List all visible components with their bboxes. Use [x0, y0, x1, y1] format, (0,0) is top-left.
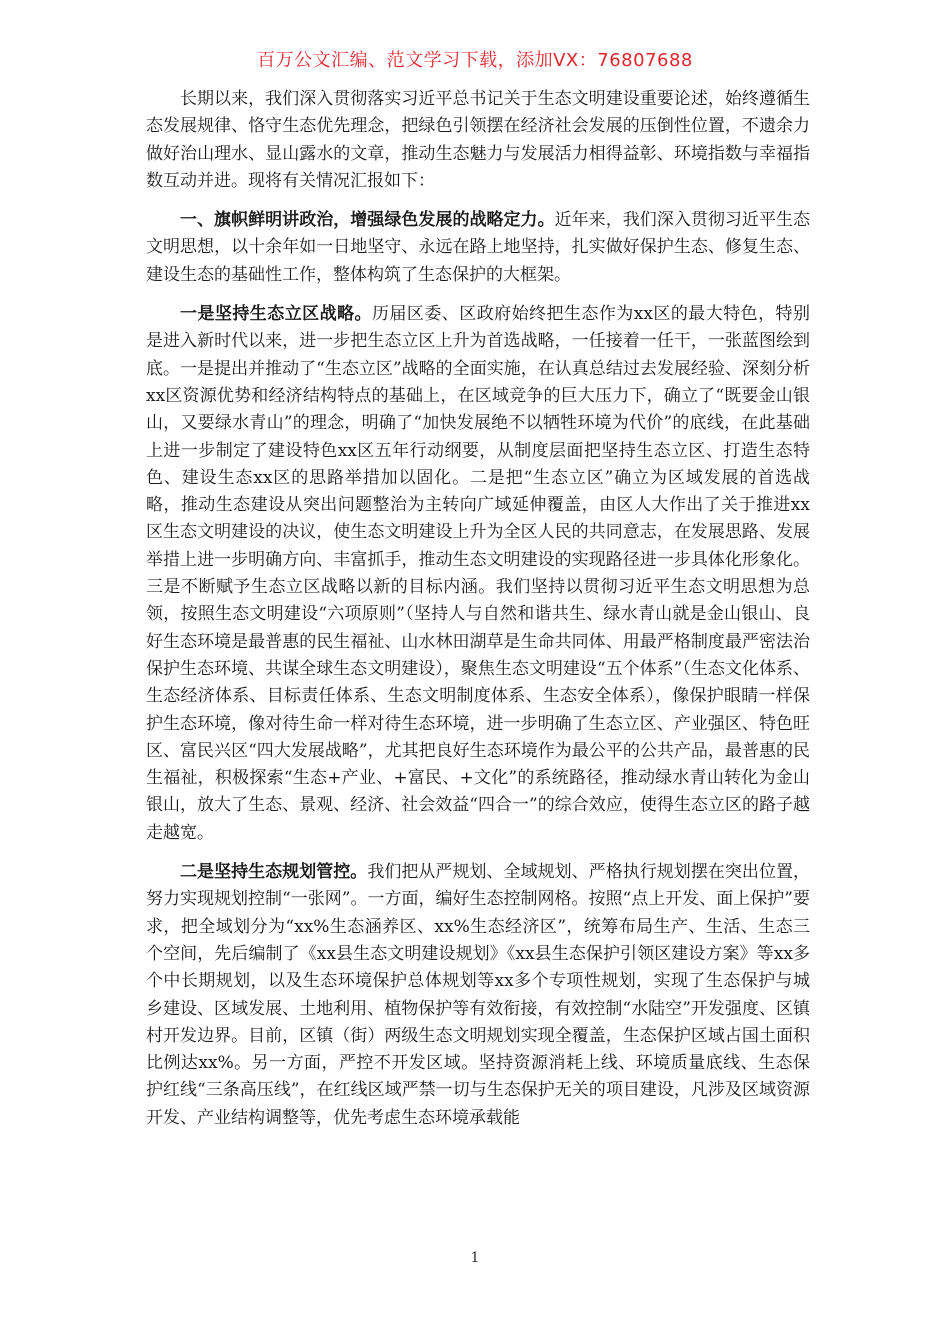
point-text-1: 历届区委、区政府始终把生态作为xx区的最大特色，特别是进入新时代以来，进一步把生态立区上升为首选战略，一任接着一任干，一张蓝图绘到底。一是提出并推动了“生态立区”战略的全面实施，在认真总结过去发展经验、深刻分析xx区资源优势和经济结构特点的基础上，在区域竞争的巨大压力下，确立了“既要金山银山，又要绿水青山”的理念，明确了“加快发展绝不以牺牲环境为代价”的底线，在此基础上进一步制定了建设特色xx区五年行动纲要，从制度层面把坚持生态立区、打造生态特色、建设生态xx区的思路举措加以固化。二是把“生态立区”确立为区域发展的首选战略，推动生态建设从突出问题整治为主转向广域延伸覆盖，由区人大作出了关于推进xx区生态文明建设的决议，使生态文明建设上升为全区人民的共同意志，在发展思路、发展举措上进一步明确方向、丰富抓手，推动生态文明建设的实现路径进一步具体化形象化。三是不断赋予生态立区战略以新的目标内涵。我们坚持以贯彻习近平生态文明思想为总领，按照生态文明建设“六项原则”（坚持人与自然和谐共生、绿水青山就是金山银山、良好生态环境是最普惠的民生福祉、山水林田湖草是生命共同体、用最严格制度最严密法治保护生态环境、共谋全球生态文明建设），聚焦生态文明建设“五个体系”（生态文化体系、生态经济体系、目标责任体系、生态文明制度体系、生态安全体系），像保护眼睛一样保护生态环境，像对待生命一样对待生态环境，进一步明确了生态立区、产业强区、特色旺区、富民兴区“四大发展战略”，尤其把良好生态环境作为最公平的公共产品，最普惠的民生福祉，积极探索“生态+产业、+富民、+文化”的系统路径，推动绿水青山转化为金山银山，放大了生态、景观、经济、社会效益“四合一”的综合效应，使得生态立区的路子越走越宽。 — [146, 304, 811, 843]
paragraph-point-2 — [146, 859, 810, 1132]
document-body — [146, 86, 810, 1144]
section-text-1: 近年来，我们深入贯彻习近平生态文明思想，以十余年如一日地坚守、永远在路上地坚持，扎实做好保护生态、修复生态、建设生态的基础性工作，整体构筑了生态保护的大框架。 — [146, 210, 811, 285]
paragraph-section-1 — [146, 207, 810, 289]
paragraph-intro: 长期以来，我们深入贯彻落实习近平总书记关于生态文明建设重要论述，始终遵循生态发展规律、恪守生态优先理念，把绿色引领摆在经济社会发展的压倒性位置，不遗余力做好治山理水、显山露水的文章，推动生态魅力与发展活力相得益彰、环境指数与幸福指数互动并进。现将有关情况汇报如下： — [146, 89, 810, 191]
watermark-header: 百万公文汇编、范文学习下载，添加VX：76807688 — [257, 50, 693, 71]
section-heading-1: 一、旗帜鲜明讲政治，增强绿色发展的战略定力。 — [180, 210, 555, 231]
page-number: 1 — [470, 1250, 480, 1266]
point-text-2: 我们把从严规划、全域规划、严格执行规划摆在突出位置，努力实现规划控制“一张网”。一方面，编好生态控制网格。按照“点上开发、面上保护”要求，把全域划分为“xx%生态涵养区、xx%生态经济区”，统筹布局生产、生活、生态三个空间，先后编制了《xx县生态文明建设规划》《xx县生态保护引领区建设方案》等xx多个中长期规划，以及生态环境保护总体规划等xx多个专项性规划，实现了生态保护与城乡建设、区域发展、土地利用、植物保护等有效衔接，有效控制“水陆空”开发强度、区镇村开发边界。目前，区镇（街）两级生态文明规划实现全覆盖，生态保护区域占国土面积比例达xx%。另一方面，严控不开发区域。坚持资源消耗上线、环境质量底线、生态保护红线“三条高压线”，在红线区域严禁一切与生态保护无关的项目建设，凡涉及区域资源开发、产业结构调整等，优先考虑生态环境承载能 — [146, 862, 811, 1128]
point-heading-1: 一是坚持生态立区战略。 — [180, 304, 372, 325]
paragraph-point-1 — [146, 301, 810, 847]
point-heading-2: 二是坚持生态规划管控。 — [180, 862, 368, 883]
